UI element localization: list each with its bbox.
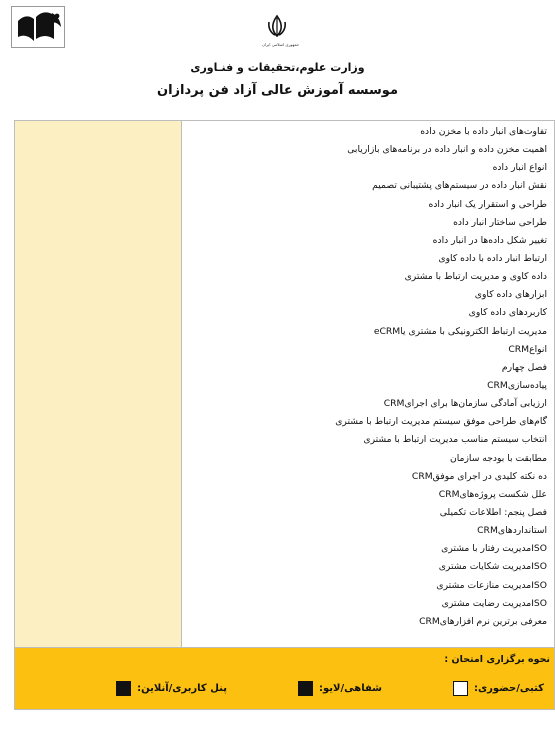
topic-item: انواعCRM bbox=[508, 343, 547, 355]
university-logo bbox=[11, 6, 65, 48]
course-frame bbox=[14, 120, 555, 710]
topic-item: ISOمدیریت شکایات مشتری bbox=[438, 561, 547, 573]
topic-item: تفاوت‌های انبار داده با مخزن داده bbox=[420, 126, 547, 137]
topic-item: ده نکته کلیدی در اجرای موفقCRM bbox=[411, 470, 547, 482]
exam-option-online[interactable] bbox=[116, 681, 227, 696]
topic-item: نقش انبار داده در سیستم‌های پشتیبانی تصمیم bbox=[372, 180, 547, 192]
topic-item: تغییر شکل داده‌ها در انبار داده bbox=[432, 234, 547, 246]
topic-item: ISOمدیریت منازعات مشتری bbox=[436, 579, 547, 591]
topic-item: معرفی برترین نرم افزارهایCRM bbox=[419, 615, 547, 627]
topic-item: فصل پنجم: اطلاعات تکمیلی bbox=[439, 506, 547, 518]
exam-option-checkbox[interactable] bbox=[453, 681, 468, 696]
iran-emblem bbox=[262, 14, 300, 54]
exam-option-checkbox[interactable] bbox=[298, 681, 313, 696]
ministry-title: وزارت علوم،تحقیقات و فنـاوری bbox=[190, 61, 365, 74]
topic-item: داده کاوی و مدیریت ارتباط با مشتری bbox=[404, 271, 547, 283]
exam-option-label: پنل کاربری/آنلاین: bbox=[137, 683, 227, 694]
emblem-icon bbox=[266, 14, 288, 38]
topic-item: مدیریت ارتباط الکترونیکی با مشتری یاeCRM bbox=[373, 325, 547, 337]
topic-item: ISOمدیریت رفتار با مشتری bbox=[441, 543, 547, 555]
topic-item: استانداردهایCRM bbox=[477, 525, 547, 537]
exam-option-checkbox[interactable] bbox=[116, 681, 131, 696]
topic-item: گام‌های طراحی موفق سیستم مدیریت ارتباط با مشتری bbox=[335, 416, 547, 428]
topic-item: انتخاب سیستم مناسب مدیریت ارتباط با مشتری bbox=[363, 434, 547, 446]
topic-item: ابزارهای داده کاوی bbox=[474, 289, 547, 301]
topic-item: اهمیت مخزن داده و انبار داده در برنامه‌های بازاریابی bbox=[347, 144, 547, 156]
exam-option-written[interactable] bbox=[453, 681, 544, 696]
topic-item: ارزیابی آمادگی سازمان‌ها برای اجرایCRM bbox=[383, 398, 547, 410]
exam-title: نحوه برگزاری امتحان : bbox=[444, 654, 550, 665]
side-column bbox=[15, 121, 182, 647]
topic-list bbox=[183, 123, 551, 631]
topic-item: مطابقت با بودجه سازمان bbox=[449, 452, 547, 464]
logo-icon bbox=[12, 7, 66, 49]
topic-item: پیاده‌سازیCRM bbox=[487, 379, 547, 391]
emblem-caption: جمهوری اسلامی ایران bbox=[262, 42, 300, 47]
exam-option-label: شفاهی/لایو: bbox=[319, 683, 382, 694]
exam-option-label: کتبی/حضوری: bbox=[474, 683, 544, 694]
topic-item: فصل چهارم bbox=[501, 361, 547, 373]
topic-item: ISOمدیریت رضایت مشتری bbox=[441, 597, 547, 609]
topic-item: انواع انبار داده bbox=[492, 162, 547, 174]
topic-item: علل شکست پروژه‌هایCRM bbox=[438, 488, 547, 500]
topic-item: ارتباط انبار داده با داده کاوی bbox=[438, 252, 547, 264]
exam-section bbox=[15, 647, 554, 709]
exam-option-oral[interactable] bbox=[298, 681, 382, 696]
topic-item: طراحی و استقرار یک انبار داده bbox=[428, 198, 547, 210]
topic-item: کاربردهای داده کاوی bbox=[468, 307, 547, 319]
topic-item: طراحی ساختار انبار داده bbox=[453, 216, 547, 228]
institute-title: موسسه آموزش عالی آزاد فن پردازان bbox=[156, 83, 398, 98]
